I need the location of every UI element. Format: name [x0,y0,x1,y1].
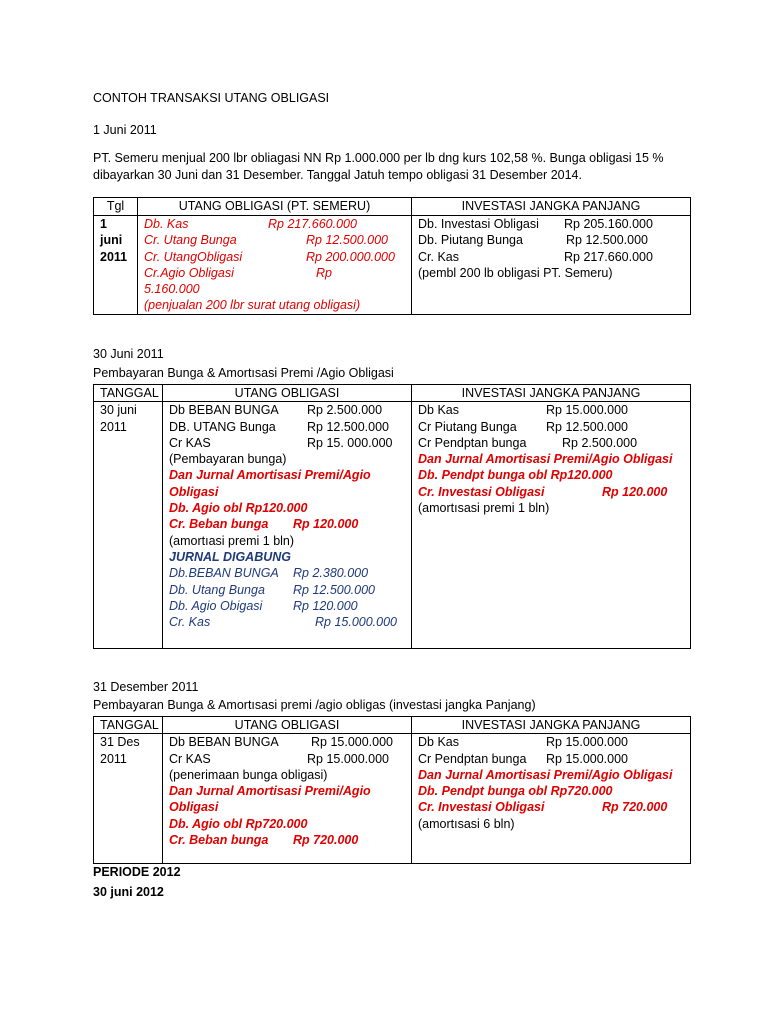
entry-amount: Rp 205.160.000 [564,217,653,231]
investasi-cell [412,216,691,315]
entry-label: Db.BEBAN BUNGA [169,566,279,581]
entry-amount: Rp 12.500.000 [306,233,389,248]
journal-line [169,435,405,451]
entry-label: Dan Jurnal Amortisasi Premi/Agio Obligasi [418,452,673,467]
journal-line [418,799,684,815]
entry-label: Db BEBAN BUNGA [169,735,279,750]
entry-amount: Rp 720.000 [293,833,359,848]
entry-label: Db. Utang Bunga [169,582,265,597]
doc-title: CONTOH TRANSAKSI UTANG OBLIGASI [93,91,330,105]
journal-line [169,500,405,516]
table-header-row [94,717,691,734]
entry-label: Cr. Utang Bunga [144,233,237,248]
entry-label: (amortısasi premi 1 bln) [418,501,550,516]
date-line: 1 [100,217,107,231]
entry-amount: Rp 120.000 [602,484,668,499]
entry-amount: Rp 12.500.000 [307,419,390,434]
entry-amount: Rp 12.500.000 [566,233,649,248]
journal-line [418,816,684,832]
entry-amount: Rp 15.000.000 [546,751,629,766]
entry-amount: Rp 2.500.000 [562,435,638,450]
date-line: 2011 [100,751,127,766]
header-utang: UTANG OBLIGASI [163,717,412,734]
journal-line [169,467,405,483]
journal-line [418,484,684,500]
entry-amount: Rp 2.500.000 [307,403,383,418]
journal-line [418,435,684,451]
journal-line [418,467,684,483]
entry-label: (penerimaan bunga obligasi) [169,767,328,782]
journal-line [418,232,684,248]
entry-label: Cr. Investasi Obligasi [418,484,545,499]
journal-line [169,484,405,500]
entry-amount: Rp 12.500.000 [546,419,629,434]
entry-label: Db Kas [418,403,459,418]
entry-label: Dan Jurnal Amortisasi Premi/Agio [169,784,371,799]
journal-line [169,767,405,783]
journal-line [418,402,684,418]
entry-label: Dan Jurnal Amortisasi Premi/Agio [169,468,371,483]
journal-line [169,816,405,832]
entry-label: Db. Agio obl Rp720.000 [169,816,308,831]
table-row [94,734,691,864]
investasi-cell [412,734,691,864]
table-header-row [94,385,691,402]
journal-line [169,783,405,799]
investasi-cell [412,402,691,649]
utang-cell [138,216,412,315]
date-heading-last: 30 juni 2012 [93,885,164,899]
journal-line [169,799,405,815]
date-heading-3: 31 Desember 2011 [93,680,199,694]
journal-line [418,216,684,232]
utang-cell [163,734,412,864]
entry-label: Obligasi [169,484,219,499]
date-heading-1: 1 Juni 2011 [93,123,157,137]
journal-line [169,598,405,614]
entry-label: Db. Agio obl Rp120.000 [169,501,308,516]
journal-line [418,419,684,435]
date-line: 31 Des [100,735,140,750]
entry-label: Cr. Kas [418,249,459,264]
journal-line [169,734,405,750]
journal-line [144,216,405,232]
entry-label: Cr. Kas [169,615,211,630]
table-row [94,216,691,315]
entry-amount: Rp 15.000.000 [307,751,390,766]
entry-label: (amortısasi 6 bln) [418,816,515,831]
journal-line [169,832,405,848]
journal-line [169,614,405,630]
entry-label: Cr. Beban bunga [169,517,269,532]
journal-line [144,249,405,265]
entry-label: (Pembayaran bunga) [169,452,287,467]
header-investasi: INVESTASI JANGKA PANJANG [412,385,691,402]
entry-label: 5.160.000 [144,282,200,297]
entry-label: Db. Piutang Bunga [418,233,523,248]
date-line: juni [100,233,123,248]
entry-amount: Rp 2.380.000 [293,566,369,581]
entry-amount: Rp 15. 000.000 [307,435,393,450]
utang-cell [163,402,412,649]
entry-label: Dan Jurnal Amortisasi Premi/Agio Obligasi [418,767,673,782]
journal-line [169,751,405,767]
journal-table-2 [93,384,691,649]
journal-line [144,265,405,281]
header-utang: UTANG OBLIGASI [163,385,412,402]
entry-label: Cr KAS [169,435,211,450]
entry-label: Cr Pendptan bunga [418,751,527,766]
date-cell [94,216,138,315]
entry-label: Db. Investasi Obligasi [418,217,539,231]
date-line: 2011 [100,419,127,434]
entry-label: Db BEBAN BUNGA [169,403,279,418]
entry-amount: Rp 12.500.000 [293,582,376,597]
header-investasi: INVESTASI JANGKA PANJANG [412,717,691,734]
journal-line [418,265,684,281]
entry-amount: Rp 217.660.000 [268,217,357,231]
date-cell [94,734,163,864]
journal-line [169,419,405,435]
header-tanggal: TANGGAL [94,717,163,734]
entry-amount: Rp 120.000 [293,598,358,613]
intro-paragraph: PT. Semeru menjual 200 lbr obliagasi NN Rp 1.000.000 per lb dng kurs 102,58 %. Bunga obligasi 15 % dibayarkan 30 Juni dan 31 Desember. Tanggal Jatuh tempo obligasi 31 Desember 2014. [93,151,664,182]
entry-label: Db. Agio Obigasi [169,598,263,613]
header-tanggal: TANGGAL [94,385,163,402]
journal-line [144,232,405,248]
journal-line [169,549,405,565]
journal-line [144,281,405,297]
entry-label: Cr Piutang Bunga [418,419,517,434]
entry-label: Cr. UtangObligasi [144,249,243,264]
entry-amount: Rp 720.000 [602,800,668,815]
journal-line [418,751,684,767]
journal-line [418,500,684,516]
journal-line [169,565,405,581]
section-subtitle-3: Pembayaran Bunga & Amortısasi premi /agio obligas (investasi jangka Panjang) [93,698,536,712]
entry-label: Cr KAS [169,751,211,766]
entry-label: Db Kas [418,735,459,750]
entry-label: (amortıasi premi 1 bln) [169,533,295,548]
entry-amount: Rp 15.000.000 [546,735,629,750]
entry-label: Db. Pendpt bunga obl Rp120.000 [418,468,613,483]
entry-amount: Rp 217.660.000 [564,249,653,264]
date-heading-2: 30 Juni 2011 [93,347,164,361]
journal-line [418,451,684,467]
date-line: 2011 [100,249,128,264]
entry-amount: Rp 15.000.000 [546,403,629,418]
journal-line [144,297,405,313]
entry-label: DB. UTANG Bunga [169,419,276,434]
journal-table-1 [93,197,691,315]
entry-amount: Rp 120.000 [293,517,359,532]
entry-label: (penjualan 200 lbr surat utang obligasi) [144,298,361,313]
journal-line [418,783,684,799]
date-cell [94,402,163,649]
journal-table-3 [93,716,691,864]
entry-amount: Rp 15.000.000 [311,735,394,750]
header-investasi: INVESTASI JANGKA PANJANG [412,198,691,216]
entry-label: Obligasi [169,800,219,815]
entry-label: Db. Kas [144,217,189,231]
entry-label: Db. Pendpt bunga obl Rp720.000 [418,784,613,799]
table-header-row [94,198,691,216]
periode-heading: PERIODE 2012 [93,865,181,879]
entry-label: Cr Pendptan bunga [418,435,527,450]
header-tgl: Tgl [94,198,138,216]
journal-line [169,451,405,467]
date-line: 30 juni [100,403,137,418]
journal-line [418,734,684,750]
entry-amount: Rp 15.000.000 [315,615,398,630]
entry-label: (pembl 200 lb obligasi PT. Semeru) [418,265,613,280]
entry-amount: Rp 200.000.000 [306,249,395,264]
section-subtitle-2: Pembayaran Bunga & Amortısasi Premi /Agio Obligasi [93,366,394,380]
entry-label: Cr.Agio Obligasi [144,265,234,280]
entry-label: Cr. Beban bunga [169,833,269,848]
journal-line [418,249,684,265]
journal-line [169,533,405,549]
entry-amount: Rp [316,265,332,280]
header-utang: UTANG OBLIGASI (PT. SEMERU) [138,198,412,216]
entry-label: Cr. Investasi Obligasi [418,800,545,815]
journal-line [169,402,405,418]
entry-label: JURNAL DIGABUNG [169,549,291,564]
journal-line [169,516,405,532]
table-row [94,402,691,649]
journal-line [418,767,684,783]
journal-line [169,582,405,598]
